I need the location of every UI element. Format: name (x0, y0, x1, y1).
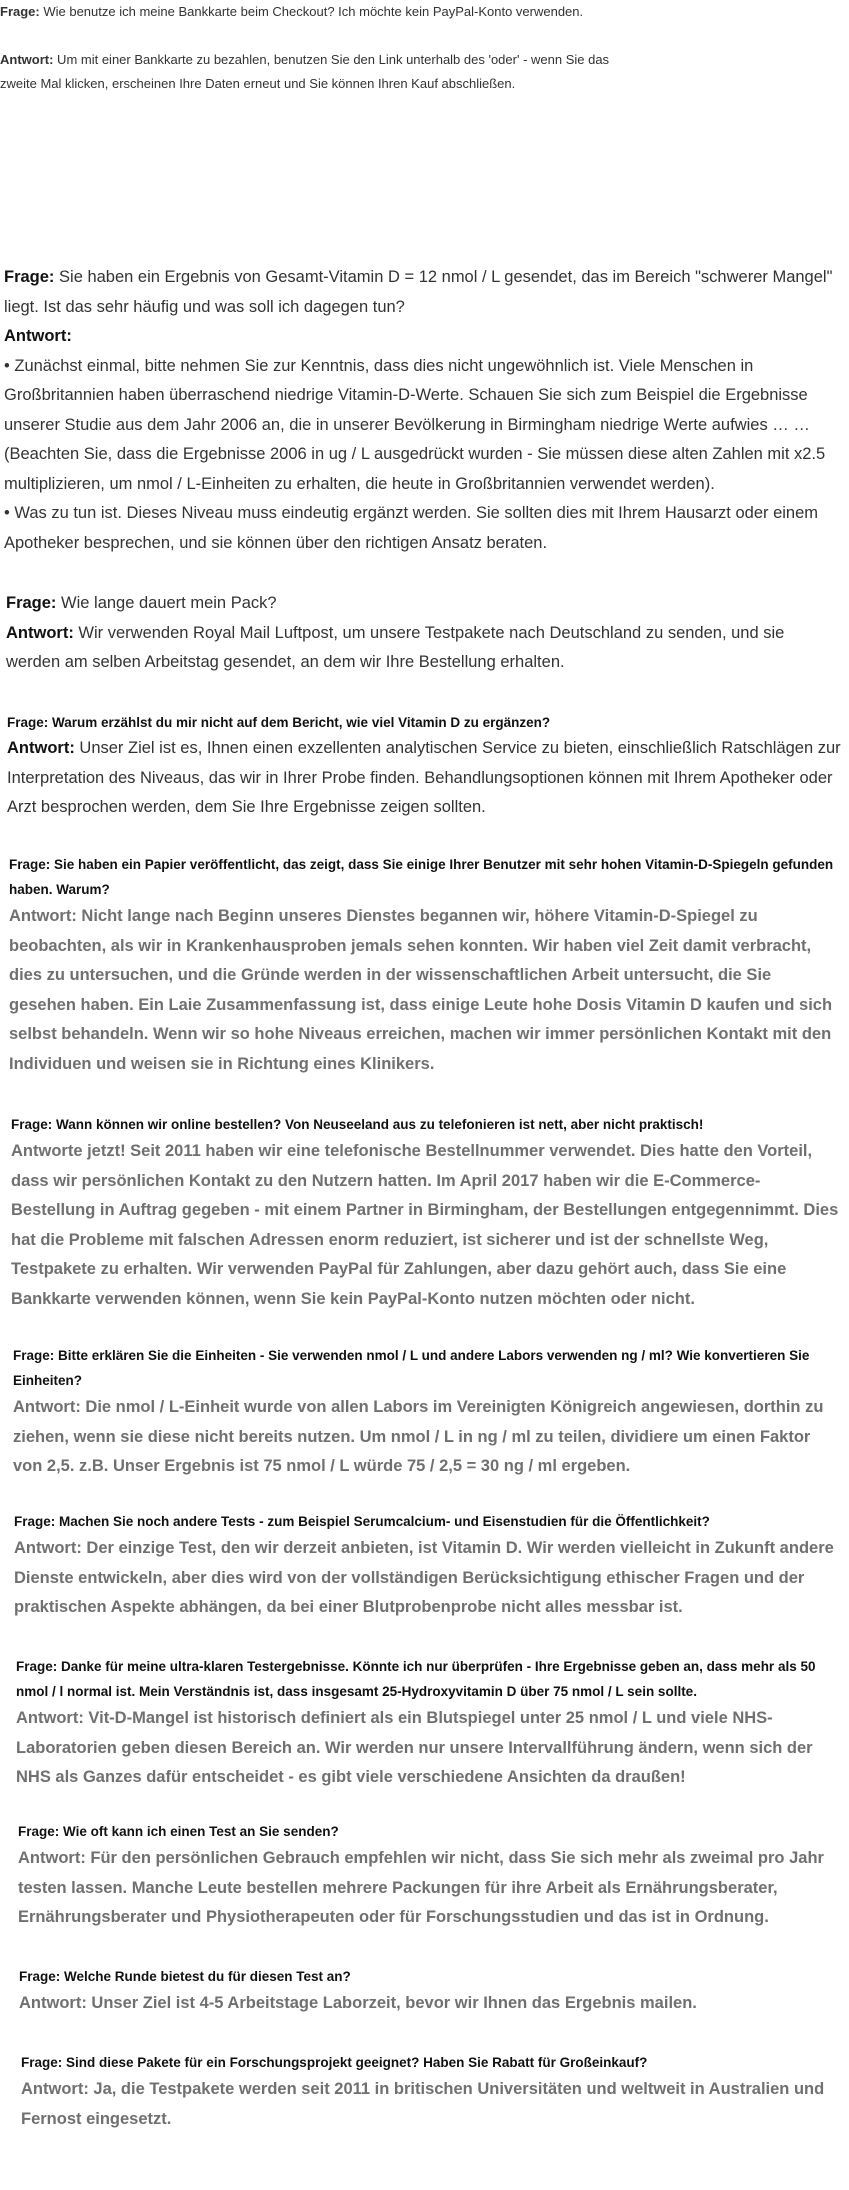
faq-item-delivery-time (6, 589, 842, 678)
question-text: Sie haben ein Ergebnis von Gesamt-Vitamin D = 12 nmol / L gesendet, das im Bereich "schwerer Mangel" liegt. Ist das sehr häufig und was soll ich dagegen tun? (4, 268, 833, 316)
faq-item-high-levels-paper (9, 852, 842, 1079)
answer-paragraph-1: • Zunächst einmal, bitte nehmen Sie zur Kenntnis, dass dies nicht ungewöhnlich ist. Viele Menschen in Großbritannien haben überraschend niedrige Vitamin-D-Werte. Schauen Sie sich zum Beispiel die Ergebnisse unserer Studie aus dem Jahr 2006 an, die in unserer Bevölkerung in Birmingham niedrige Werte aufwies … … (4, 356, 810, 434)
faq-answer: Antwort: Die nmol / L-Einheit wurde von allen Labors im Vereinigten Königreich angewiesen, dorthin zu ziehen, wenn sie diese nicht bereits nutzen. Um nmol / L in ng / ml zu teilen, dividiere um einen Faktor von 2,5. z.B. Unser Ergebnis ist 75 nmol / L würde 75 / 2,5 = 30 ng / ml ergeben. (13, 1398, 824, 1475)
faq-question: Frage: Wie oft kann ich einen Test an Sie senden? (18, 1824, 339, 1839)
answer-label: Antwort: (7, 739, 75, 757)
faq-item-normal-range (16, 1654, 842, 1793)
faq-item-supplement-advice (7, 710, 842, 823)
faq-answer: Antwort: Vit-D-Mangel ist historisch definiert als ein Blutspiegel unter 25 nmol / L und viele NHS-Laboratorien geben diesen Bereich an. Wir werden nur unsere Intervallführung ändern, wenn sich der NHS als Ganzes dafür entscheidet - es gibt viele verschiedene Ansichten da draußen! (16, 1709, 813, 1786)
faq-question: Frage: Warum erzählst du mir nicht auf dem Bericht, wie viel Vitamin D zu ergänzen? (7, 715, 551, 730)
answer-paragraph-2: (Beachten Sie, dass die Ergebnisse 2006 in ug / L ausgedrückt wurden - Sie müssen diese alten Zahlen mit x2.5 multiplizieren, um nmol / L-Einheiten zu erhalten, die heute in Großbritannien verwendet werden). (4, 445, 826, 493)
faq-question: Frage: Bitte erklären Sie die Einheiten - Sie verwenden nmol / L und andere Labors verwenden ng / ml? Wie konvertieren Sie Einheiten? (13, 1348, 810, 1388)
faq-item-research-discount (21, 2050, 842, 2134)
faq-question: Frage: Sie haben ein Papier veröffentlicht, das zeigt, dass Sie einige Ihrer Benutzer mit sehr hohen Vitamin-D-Spiegeln gefunden haben. Warum? (9, 857, 834, 897)
question-label: Frage: (6, 594, 57, 612)
faq-item-other-tests (14, 1509, 842, 1623)
faq-item-checkout-bankcard (0, 0, 610, 96)
faq-answer: Antwort: Nicht lange nach Beginn unseres Dienstes begannen wir, höhere Vitamin-D-Spiegel zu beobachten, als wir in Krankenhausproben jemals sehen konnten. Wir haben viel Zeit damit verbracht, dies zu untersuchen, und die Gründe werden in der wissenschaftlichen Arbeit untersucht, die Sie gesehen haben. Ein Laie Zusammenfassung ist, dass einige Leute hohe Dosis Vitamin D kaufen und sich selbst behandeln. Wenn wir so hohe Niveaus erreichen, machen wir immer persönlichen Kontakt mit den Individuen und weisen sie in Richtung eines Klinikers. (9, 907, 833, 1073)
question-text: Wie benutze ich meine Bankkarte beim Checkout? Ich möchte kein PayPal-Konto verwenden. (39, 4, 584, 19)
faq-item-online-ordering (11, 1112, 842, 1314)
faq-answer: Antwort: Für den persönlichen Gebrauch empfehlen wir nicht, dass Sie sich mehr als zweimal pro Jahr testen lassen. Manche Leute bestellen mehrere Packungen für ihre Arbeit als Ernährungsberater, Ernährungsberater und Physiotherapeuten oder für Forschungsstudien und das ist in Ordnung. (18, 1849, 824, 1926)
faq-question (0, 0, 610, 24)
faq-question (4, 263, 842, 322)
faq-answer (0, 48, 610, 96)
faq-question: Frage: Wann können wir online bestellen? Von Neuseeland aus zu telefonieren ist nett, aber nicht praktisch! (11, 1117, 704, 1132)
faq-question: Frage: Danke für meine ultra-klaren Testergebnisse. Könnte ich nur überprüfen - Ihre Ergebnisse geben an, dass mehr als 50 nmol / l normal ist. Mein Verständnis ist, dass insgesamt 25-Hydroxyvitamin D über 75 nmol / L sein sollte. (16, 1659, 816, 1699)
answer-text: Um mit einer Bankkarte zu bezahlen, benutzen Sie den Link unterhalb des 'oder' - wenn Sie das zweite Mal klicken, erscheinen Ihre Daten erneut und Sie können Ihren Kauf abschließen. (0, 52, 610, 91)
faq-answer (7, 734, 842, 823)
answer-text: Wir verwenden Royal Mail Luftpost, um unsere Testpakete nach Deutschland zu senden, und sie werden am selben Arbeitstag gesendet, an dem wir Ihre Bestellung erhalten. (6, 623, 785, 671)
faq-answer: Antworte jetzt! Seit 2011 haben wir eine telefonische Bestellnummer verwendet. Dies hatte den Vorteil, dass wir persönlichen Kontakt zu den Nutzern hatten. Im April 2017 haben wir die E-Commerce-Bestellung in Auftrag gegeben - mit einem Partner in Birmingham, der Bestellungen entgegennimmt. Dies hat die Probleme mit falschen Adressen enorm reduziert, ist sicherer und ist der schnellste Weg, Testpakete zu erhalten. Wir verwenden PayPal für Zahlungen, aber dazu gehört auch, dass Sie eine Bankkarte verwenden können, wenn Sie kein PayPal-Konto nutzen möchten oder nicht. (11, 1142, 839, 1308)
faq-question: Frage: Machen Sie noch andere Tests - zum Beispiel Serumcalcium- und Eisenstudien für die Öffentlichkeit? (14, 1514, 710, 1529)
question-text: Wie lange dauert mein Pack? (56, 594, 277, 612)
faq-item-turnaround (19, 1964, 842, 2019)
faq-answer: Antwort: Unser Ziel ist 4-5 Arbeitstage Laborzeit, bevor wir Ihnen das Ergebnis mailen. (19, 1994, 697, 2012)
question-label: Frage: (0, 4, 40, 19)
faq-question: Frage: Sind diese Pakete für ein Forschungsprojekt geeignet? Haben Sie Rabatt für Großeinkauf? (21, 2055, 648, 2070)
answer-label: Antwort: (0, 52, 54, 67)
answer-text: Unser Ziel ist es, Ihnen einen exzellenten analytischen Service zu bieten, einschließlich Ratschlägen zur Interpretation des Niveaus, das wir in Ihrer Probe finden. Behandlungsoptionen können mit Ihrem Apotheker oder Arzt besprochen werden, dem Sie Ihre Ergebnisse zeigen sollten. (7, 739, 841, 816)
faq-item-test-frequency (18, 1819, 842, 1933)
question-label: Frage: (4, 268, 55, 286)
faq-question: Frage: Welche Runde bietest du für diesen Test an? (19, 1969, 351, 1984)
faq-item-severe-deficiency (4, 263, 842, 558)
faq-question (6, 589, 842, 619)
faq-answer: Antwort: Ja, die Testpakete werden seit 2011 in britischen Universitäten und weltweit in Australien und Fernost eingesetzt. (21, 2080, 825, 2128)
answer-label: Antwort: (4, 327, 72, 345)
faq-item-units (13, 1343, 842, 1482)
answer-paragraph-3: • Was zu tun ist. Dieses Niveau muss eindeutig ergänzt werden. Sie sollten dies mit Ihrem Hausarzt oder einem Apotheker besprechen, und sie können über den richtigen Ansatz beraten. (4, 504, 819, 552)
answer-label: Antwort: (6, 623, 74, 642)
faq-answer (6, 619, 842, 678)
faq-answer: Antwort: Der einzige Test, den wir derzeit anbieten, ist Vitamin D. Wir werden vielleicht in Zukunft andere Dienste entwickeln, aber dies wird von der vollständigen Berücksichtigung ethischer Fragen und der praktischen Aspekte abhängen, da bei einer Blutprobenprobe nicht alles messbar ist. (14, 1539, 834, 1616)
